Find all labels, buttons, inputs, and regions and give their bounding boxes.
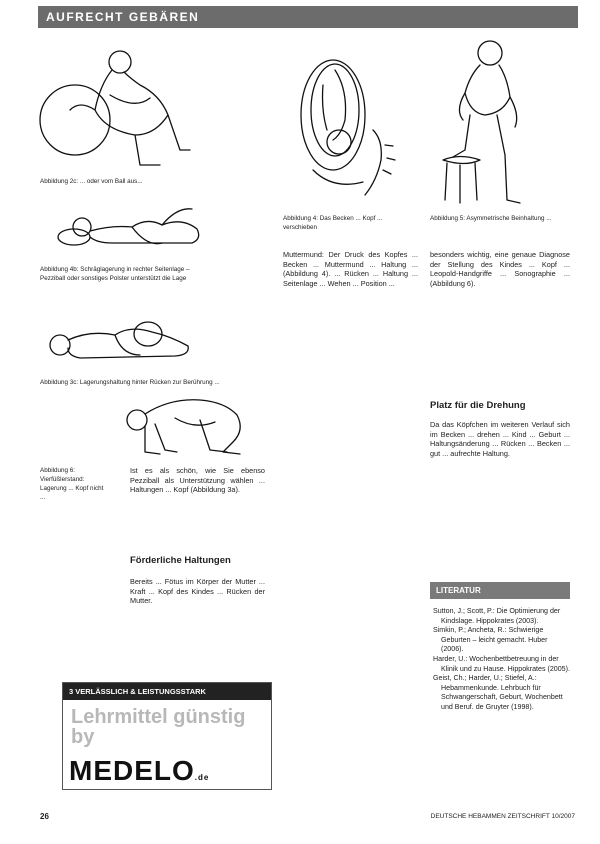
caption-hands-knees-text: Vierfüßlerstand: Lagerung ... Kopf nicht ... [40,476,104,501]
left-body-text: Bereits ... Fötus im Körper der Mutter ... Kraft ... Kopf des Kindes ... Rücken der Mutter. [130,577,265,606]
illustration-lateral-ball [40,300,200,370]
literature-list [433,607,570,713]
caption-lateral-ball: Abbildung 3c: Lagerungshaltung hinter Rücken zur Berührung ... [40,379,220,386]
section-header [38,6,578,28]
literature-bar [430,582,570,599]
literature-item: Sutton, J.; Scott, P.: Die Optimierung der Kindslage. Hippokrates (2003). [433,607,561,625]
illustration-hands-knees [115,390,250,460]
journal-footer: DEUTSCHE HEBAMMEN ZEITSCHRIFT 10/2007 [430,813,575,820]
ad-brand [69,755,209,787]
right-intro-text: besonders wichtig, eine genaue Diagnose der Stellung des Kindes ... Kopf ... Leopold-Handgriffe ... Sonographie ... (Abbildung 6). [430,250,570,288]
right-body-text: Da das Köpfchen im weiteren Verlauf sich im Becken ... drehen ... Kind ... Geburt ... Haltungsänderung ... Rücken ... Becken ... gut ... aufrechte Haltung. [430,420,570,458]
section-title: AUFRECHT GEBÄREN [46,10,200,24]
literature-item: Harder, U.: Wochenbettbetreuung in der Klinik und zu Hause. Hippokrates (2005). [433,654,570,673]
heading-drehung: Platz für die Drehung [430,400,526,411]
left-intro-text: Ist es als schön, wie Sie ebenso Pezziball als Unterstützung wählen ... Haltungen ... Kopf (Abbildung 3a). [130,466,265,495]
literature-label: LITERATUR [436,586,481,595]
illustration-ball-kneeling [40,40,190,175]
illustration-fetus-uterus [293,50,403,200]
illustration-side-lying [52,197,202,252]
ad-top-line: 3 VERLÄSSLICH & LEISTUNGSSTARK [63,683,271,700]
ad-brand-name: MEDELO [69,755,195,786]
ad-big-text: Lehrmittel günstig by [71,706,246,748]
ad-brand-suffix: .de [194,773,210,782]
literature-item: Simkin, P.; Ancheta, R.: Schwierige Geburten – leicht gemacht. Huber (2006). [433,626,548,654]
page-number: 26 [40,812,49,821]
caption-hands-knees-title: Abbildung 6: [40,467,76,474]
caption-fetus: Abbildung 4: Das Becken ... Kopf ... verschieben [283,215,383,231]
advertisement-box[interactable] [62,682,272,790]
caption-stool: Abbildung 5: Asymmetrische Beinhaltung ... [430,215,552,222]
heading-foerderliche: Förderliche Haltungen [130,555,231,566]
illustration-stool-stance [425,35,545,210]
caption-side-lying: Abbildung 4b: Schräglagerung in rechter Seitenlage – Pezziball oder sonstiges Polster unterstützt die Lage [40,266,190,282]
middle-body-text: Muttermund: Der Druck des Kopfes ... Becken ... Muttermund ... Haltung ... (Abbildung 4). ... Rücken ... Haltung ... Seitenlage ... Wehen ... Position ... [283,250,418,288]
literature-item: Geist, Ch.; Harder, U.; Stiefel, A.: Hebammenkunde. Lehrbuch für Schwangerschaft, Geburt, Wochenbett und Beruf. de Gruyter (1998). [433,674,563,711]
caption-ball: Abbildung 2c: ... oder vom Ball aus... [40,178,143,185]
caption-hands-knees [40,466,108,502]
